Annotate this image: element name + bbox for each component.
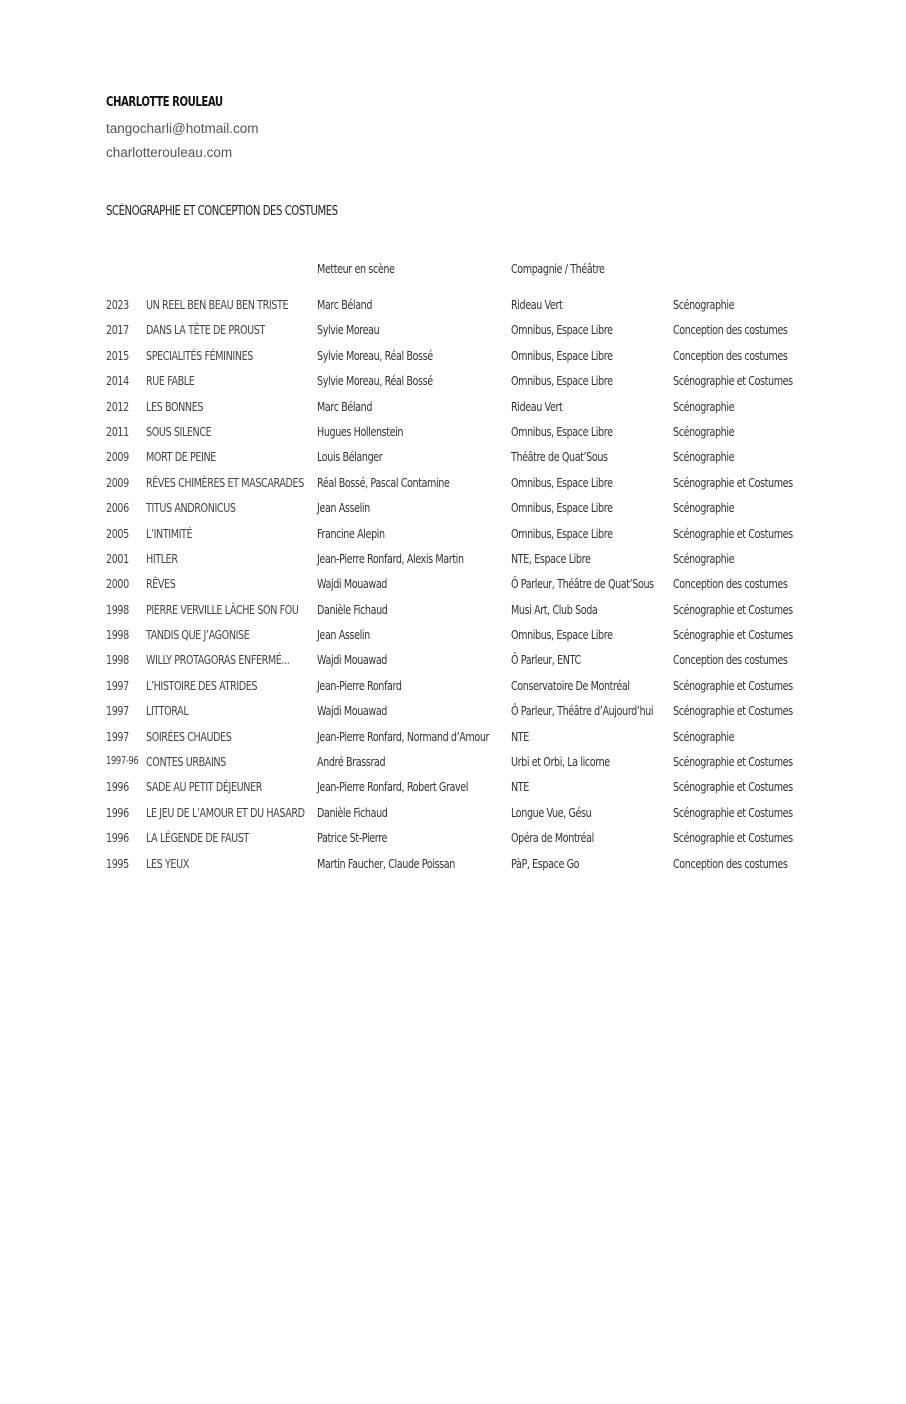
director-cell: Wajdi Mouawad: [317, 653, 387, 668]
director-cell: Jean Asselin: [317, 628, 370, 643]
year-cell: 2023: [106, 298, 129, 312]
table-row: [0, 831, 906, 856]
role-cell: Scénographie et Costumes: [673, 805, 793, 820]
year-cell: 2000: [106, 577, 129, 592]
column-header-director: Metteur en scène: [317, 262, 395, 276]
role-cell: Scénographie et Costumes: [673, 678, 793, 693]
title-cell: CONTES URBAINS: [146, 755, 226, 770]
title-cell: WILLY PROTAGORAS ENFERMÉ...: [146, 653, 290, 668]
role-cell: Scénographie et Costumes: [673, 628, 793, 643]
role-cell: Conception des costumes: [673, 323, 788, 338]
role-cell: Scénographie: [673, 399, 735, 414]
title-cell: L’HISTOIRE DES ATRIDES: [146, 678, 258, 693]
table-row: [0, 603, 906, 628]
year-cell: 1998: [106, 628, 129, 643]
table-row: [0, 704, 906, 729]
role-cell: Scénographie: [673, 551, 735, 566]
year-cell: 2011: [106, 424, 129, 439]
company-cell: NTE, Espace Libre: [511, 551, 591, 566]
role-cell: Conception des costumes: [673, 348, 788, 363]
title-cell: SADE AU PETIT DÉJEUNER: [146, 780, 262, 795]
year-cell: 1997-96: [106, 755, 139, 768]
year-cell: 2014: [106, 374, 129, 389]
year-cell: 2017: [106, 323, 129, 338]
role-cell: Scénographie: [673, 424, 735, 439]
role-cell: Scénographie et Costumes: [673, 831, 793, 846]
table-row: [0, 527, 906, 552]
director-cell: Danièle Fichaud: [317, 602, 388, 617]
company-cell: Rideau Vert: [511, 399, 563, 414]
director-cell: Marc Béland: [317, 298, 373, 312]
company-cell: NTE: [511, 780, 529, 795]
table-row: [0, 450, 906, 475]
table-row: [0, 755, 906, 780]
title-cell: SOUS SILENCE: [146, 424, 212, 439]
title-cell: LES BONNES: [146, 399, 204, 414]
role-cell: Scénographie: [673, 501, 735, 516]
year-cell: 1996: [106, 805, 129, 820]
role-cell: Scénographie et Costumes: [673, 755, 793, 770]
director-cell: Sylvie Moreau, Réal Bossé: [317, 374, 433, 389]
table-row: [0, 400, 906, 425]
table-row: [0, 425, 906, 450]
company-cell: Théâtre de Quat’Sous: [511, 450, 608, 465]
website-address: charlotterouleau.com: [106, 145, 233, 160]
role-cell: Scénographie et Costumes: [673, 374, 793, 389]
company-cell: Ô Parleur, ENTC: [511, 653, 581, 668]
title-cell: UN REEL BEN BEAU BEN TRISTE: [146, 298, 289, 312]
director-cell: Jean-Pierre Ronfard: [317, 678, 402, 693]
year-cell: 2015: [106, 348, 129, 363]
director-cell: Patrice St-Pierre: [317, 831, 387, 846]
company-cell: Musi Art, Club Soda: [511, 602, 598, 617]
title-cell: MORT DE PEINE: [146, 450, 216, 465]
title-cell: TANDIS QUE J’AGONISE: [146, 628, 250, 643]
director-cell: Louis Bélanger: [317, 450, 383, 465]
table-row: [0, 857, 906, 882]
table-row: [0, 577, 906, 602]
year-cell: 1998: [106, 653, 129, 668]
table-row: [0, 780, 906, 805]
role-cell: Conception des costumes: [673, 653, 788, 668]
year-cell: 1995: [106, 856, 129, 871]
director-cell: Francine Alepin: [317, 526, 385, 541]
title-cell: RUE FABLE: [146, 374, 195, 389]
director-cell: Wajdi Mouawad: [317, 577, 387, 592]
company-cell: Opéra de Montréal: [511, 831, 594, 846]
table-row: [0, 679, 906, 704]
year-cell: 2012: [106, 399, 129, 414]
role-cell: Conception des costumes: [673, 856, 788, 871]
director-cell: Jean-Pierre Ronfard, Normand d’Amour: [317, 729, 490, 744]
role-cell: Conception des costumes: [673, 577, 788, 592]
column-header-company: Compagnie / Théâtre: [511, 262, 605, 276]
productions-table: [0, 298, 906, 882]
title-cell: PIERRE VERVILLE LÂCHE SON FOU: [146, 602, 299, 617]
table-row: [0, 349, 906, 374]
company-cell: PàP, Espace Go: [511, 856, 580, 871]
director-cell: Sylvie Moreau, Réal Bossé: [317, 348, 433, 363]
section-title: SCÉNOGRAPHIE ET CONCEPTION DES COSTUMES: [106, 204, 338, 219]
year-cell: 1997: [106, 678, 129, 693]
company-cell: Longue Vue, Gésu: [511, 805, 592, 820]
title-cell: TITUS ANDRONICUS: [146, 501, 236, 516]
year-cell: 2005: [106, 526, 129, 541]
company-cell: Omnibus, Espace Libre: [511, 501, 613, 516]
role-cell: Scénographie: [673, 298, 735, 312]
title-cell: DANS LA TÊTE DE PROUST: [146, 323, 265, 338]
director-cell: Danièle Fichaud: [317, 805, 388, 820]
director-cell: Hugues Hollenstein: [317, 424, 404, 439]
title-cell: SPECIALITÉS FÉMININES: [146, 348, 253, 363]
role-cell: Scénographie: [673, 729, 735, 744]
table-row: [0, 476, 906, 501]
year-cell: 1998: [106, 602, 129, 617]
title-cell: RÊVES: [146, 577, 176, 592]
director-cell: Marc Béland: [317, 399, 373, 414]
role-cell: Scénographie et Costumes: [673, 704, 793, 719]
company-cell: Ô Parleur, Théâtre d’Aujourd’hui: [511, 704, 654, 719]
role-cell: Scénographie et Costumes: [673, 780, 793, 795]
year-cell: 2006: [106, 501, 129, 516]
year-cell: 1997: [106, 729, 129, 744]
table-row: [0, 552, 906, 577]
company-cell: Omnibus, Espace Libre: [511, 348, 613, 363]
year-cell: 1996: [106, 780, 129, 795]
company-cell: Urbi et Orbi, La licorne: [511, 755, 610, 770]
email-address: tangocharli@hotmail.com: [106, 121, 259, 136]
director-cell: Réal Bossé, Pascal Contamine: [317, 475, 450, 490]
company-cell: Conservatoire De Montréal: [511, 678, 630, 693]
company-cell: Omnibus, Espace Libre: [511, 475, 613, 490]
role-cell: Scénographie et Costumes: [673, 475, 793, 490]
director-cell: Jean Asselin: [317, 501, 370, 516]
table-row: [0, 501, 906, 526]
table-row: [0, 806, 906, 831]
year-cell: 2009: [106, 450, 129, 465]
director-cell: Martin Faucher, Claude Poissan: [317, 856, 455, 871]
title-cell: LE JEU DE L’AMOUR ET DU HASARD: [146, 805, 305, 820]
title-cell: RÊVES CHIMÈRES ET MASCARADES: [146, 475, 304, 490]
role-cell: Scénographie: [673, 450, 735, 465]
table-row: [0, 628, 906, 653]
title-cell: LA LÉGENDE DE FAUST: [146, 831, 249, 846]
title-cell: LES YEUX: [146, 856, 189, 871]
table-row: [0, 298, 906, 323]
director-cell: Wajdi Mouawad: [317, 704, 387, 719]
title-cell: SOIRÉES CHAUDES: [146, 729, 232, 744]
person-name: CHARLOTTE ROULEAU: [106, 95, 223, 110]
year-cell: 2009: [106, 475, 129, 490]
company-cell: Rideau Vert: [511, 298, 563, 312]
director-cell: Jean-Pierre Ronfard, Alexis Martin: [317, 551, 464, 566]
table-row: [0, 730, 906, 755]
table-row: [0, 323, 906, 348]
title-cell: HITLER: [146, 551, 178, 566]
director-cell: André Brassrad: [317, 755, 386, 770]
title-cell: LITTORAL: [146, 704, 189, 719]
year-cell: 2001: [106, 551, 129, 566]
company-cell: Omnibus, Espace Libre: [511, 374, 613, 389]
year-cell: 1996: [106, 831, 129, 846]
company-cell: NTE: [511, 729, 529, 744]
table-row: [0, 653, 906, 678]
director-cell: Jean-Pierre Ronfard, Robert Gravel: [317, 780, 469, 795]
role-cell: Scénographie et Costumes: [673, 602, 793, 617]
title-cell: L’INTIMITÉ: [146, 526, 193, 541]
director-cell: Sylvie Moreau: [317, 323, 380, 338]
company-cell: Ô Parleur, Théâtre de Quat’Sous: [511, 577, 654, 592]
role-cell: Scénographie et Costumes: [673, 526, 793, 541]
company-cell: Omnibus, Espace Libre: [511, 526, 613, 541]
year-cell: 1997: [106, 704, 129, 719]
table-row: [0, 374, 906, 399]
company-cell: Omnibus, Espace Libre: [511, 323, 613, 338]
company-cell: Omnibus, Espace Libre: [511, 424, 613, 439]
company-cell: Omnibus, Espace Libre: [511, 628, 613, 643]
